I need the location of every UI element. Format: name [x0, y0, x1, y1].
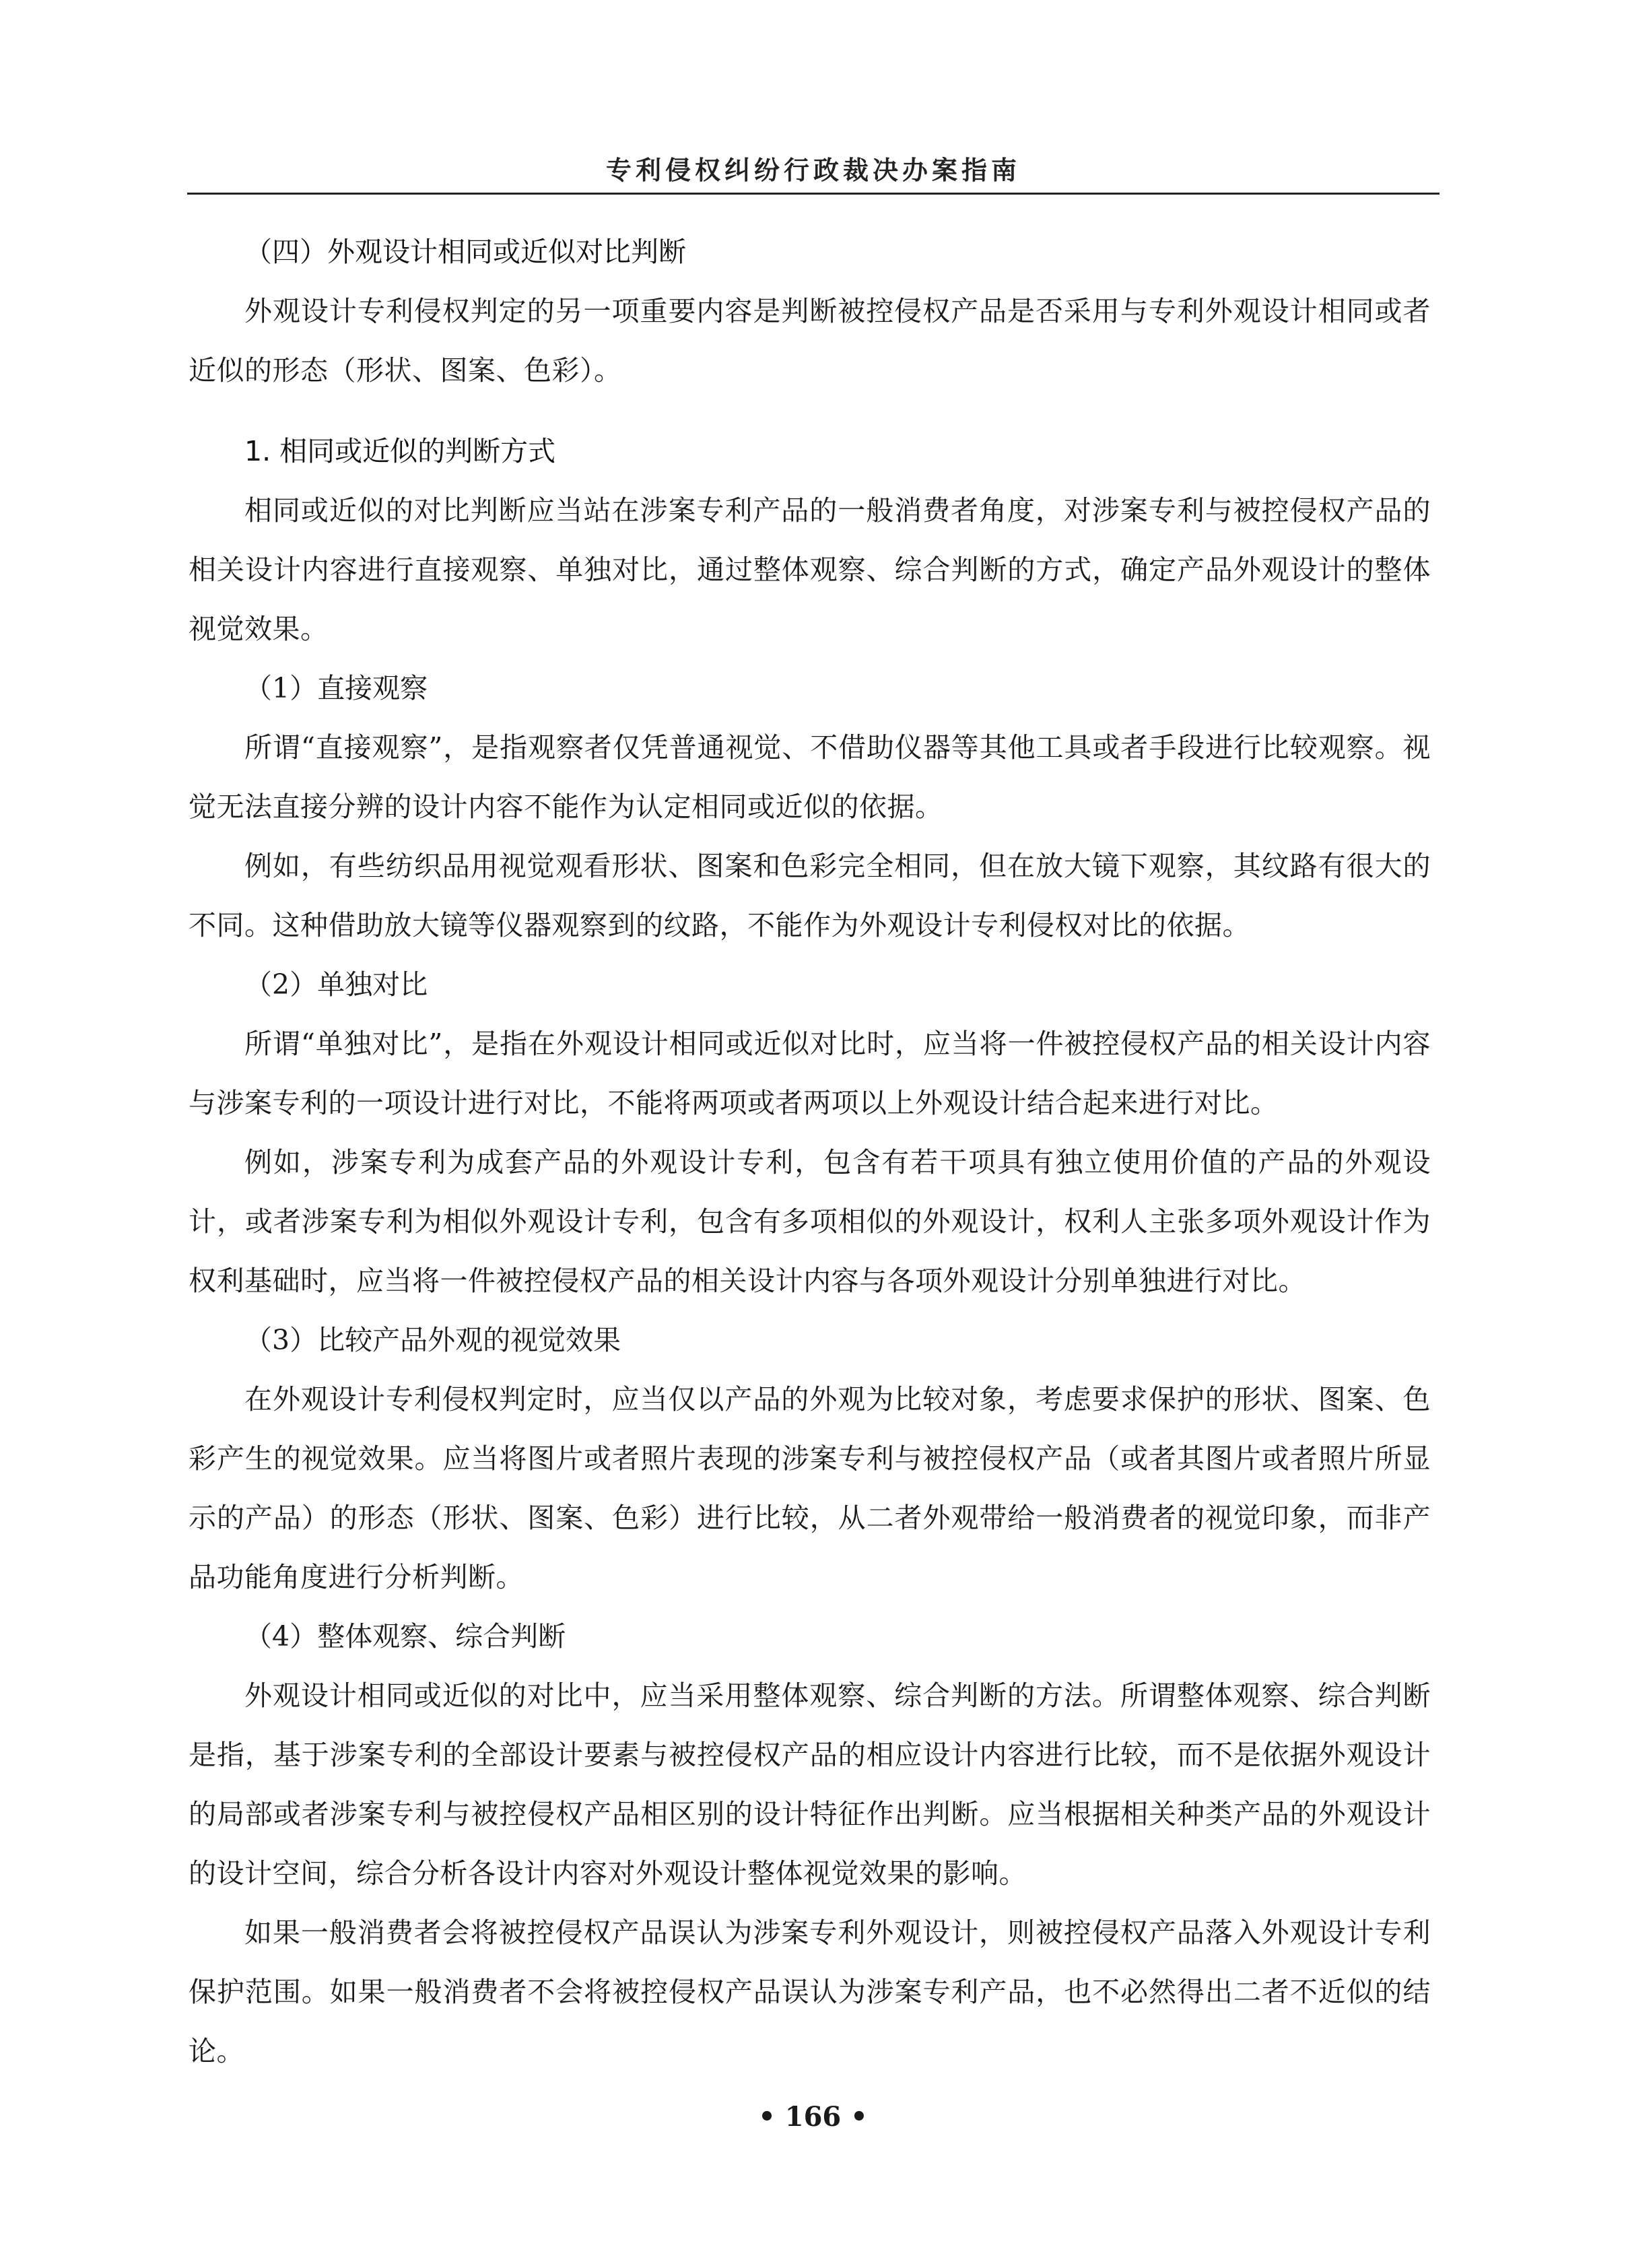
- running-header: 专利侵权纠纷行政裁决办案指南: [605, 155, 1021, 185]
- item-2-paragraph-2: 例如，涉案专利为成套产品的外观设计专利，包含有若干项具有独立使用价值的产品的外观设计，或者涉案专利为相似外观设计专利，包含有多项相似的外观设计，权利人主张多项外观设计作为权利基础时，应当将一件被控侵权产品的相关设计内容与各项外观设计分别单独进行对比。: [189, 1146, 1431, 1297]
- item-1-title: （1）直接观察: [244, 672, 428, 704]
- item-3-paragraph-1: 在外观设计专利侵权判定时，应当仅以产品的外观为比较对象，考虑要求保护的形状、图案、色彩产生的视觉效果。应当将图片或者照片表现的涉案专利与被控侵权产品（或者其图片或者照片所显示的产品）的形态（形状、图案、色彩）进行比较，从二者外观带给一般消费者的视觉印象，而非产品功能角度进行分析判断。: [189, 1383, 1431, 1593]
- header-rule: [187, 193, 1439, 195]
- section-intro-paragraph: 外观设计专利侵权判定的另一项重要内容是判断被控侵权产品是否采用与专利外观设计相同或者近似的形态（形状、图案、色彩）。: [189, 295, 1431, 387]
- subsection-heading: 1. 相同或近似的判断方式: [244, 435, 556, 467]
- item-3-title: （3）比较产品外观的视觉效果: [244, 1324, 621, 1356]
- item-1-paragraph-1: 所谓“直接观察”，是指观察者仅凭普通视觉、不借助仪器等其他工具或者手段进行比较观察。视觉无法直接分辨的设计内容不能作为认定相同或近似的依据。: [189, 731, 1431, 823]
- section-heading: （四）外观设计相同或近似对比判断: [244, 236, 686, 268]
- item-1-paragraph-2: 例如，有些纺织品用视觉观看形状、图案和色彩完全相同，但在放大镜下观察，其纹路有很大的不同。这种借助放大镜等仪器观察到的纹路，不能作为外观设计专利侵权对比的依据。: [189, 850, 1431, 941]
- item-2-title: （2）单独对比: [244, 968, 428, 1001]
- subsection-paragraph: 相同或近似的对比判断应当站在涉案专利产品的一般消费者角度，对涉案专利与被控侵权产品的相关设计内容进行直接观察、单独对比，通过整体观察、综合判断的方式，确定产品外观设计的整体视觉效果。: [189, 494, 1431, 645]
- item-4-title: （4）整体观察、综合判断: [244, 1620, 566, 1653]
- page-number: • 166 •: [758, 2101, 868, 2133]
- item-2-paragraph-1: 所谓“单独对比”，是指在外观设计相同或近似对比时，应当将一件被控侵权产品的相关设计内容与涉案专利的一项设计进行对比，不能将两项或者两项以上外观设计结合起来进行对比。: [189, 1028, 1431, 1119]
- item-4-paragraph-2: 如果一般消费者会将被控侵权产品误认为涉案专利外观设计，则被控侵权产品落入外观设计专利保护范围。如果一般消费者不会将被控侵权产品误认为涉案专利产品，也不必然得出二者不近似的结论。: [189, 1916, 1431, 2067]
- page-body: [189, 222, 1431, 2081]
- item-4-paragraph-1: 外观设计相同或近似的对比中，应当采用整体观察、综合判断的方法。所谓整体观察、综合判断是指，基于涉案专利的全部设计要素与被控侵权产品的相应设计内容进行比较，而不是依据外观设计的局部或者涉案专利与被控侵权产品相区别的设计特征作出判断。应当根据相关种类产品的外观设计的设计空间，综合分析各设计内容对外观设计整体视觉效果的影响。: [189, 1679, 1431, 1890]
